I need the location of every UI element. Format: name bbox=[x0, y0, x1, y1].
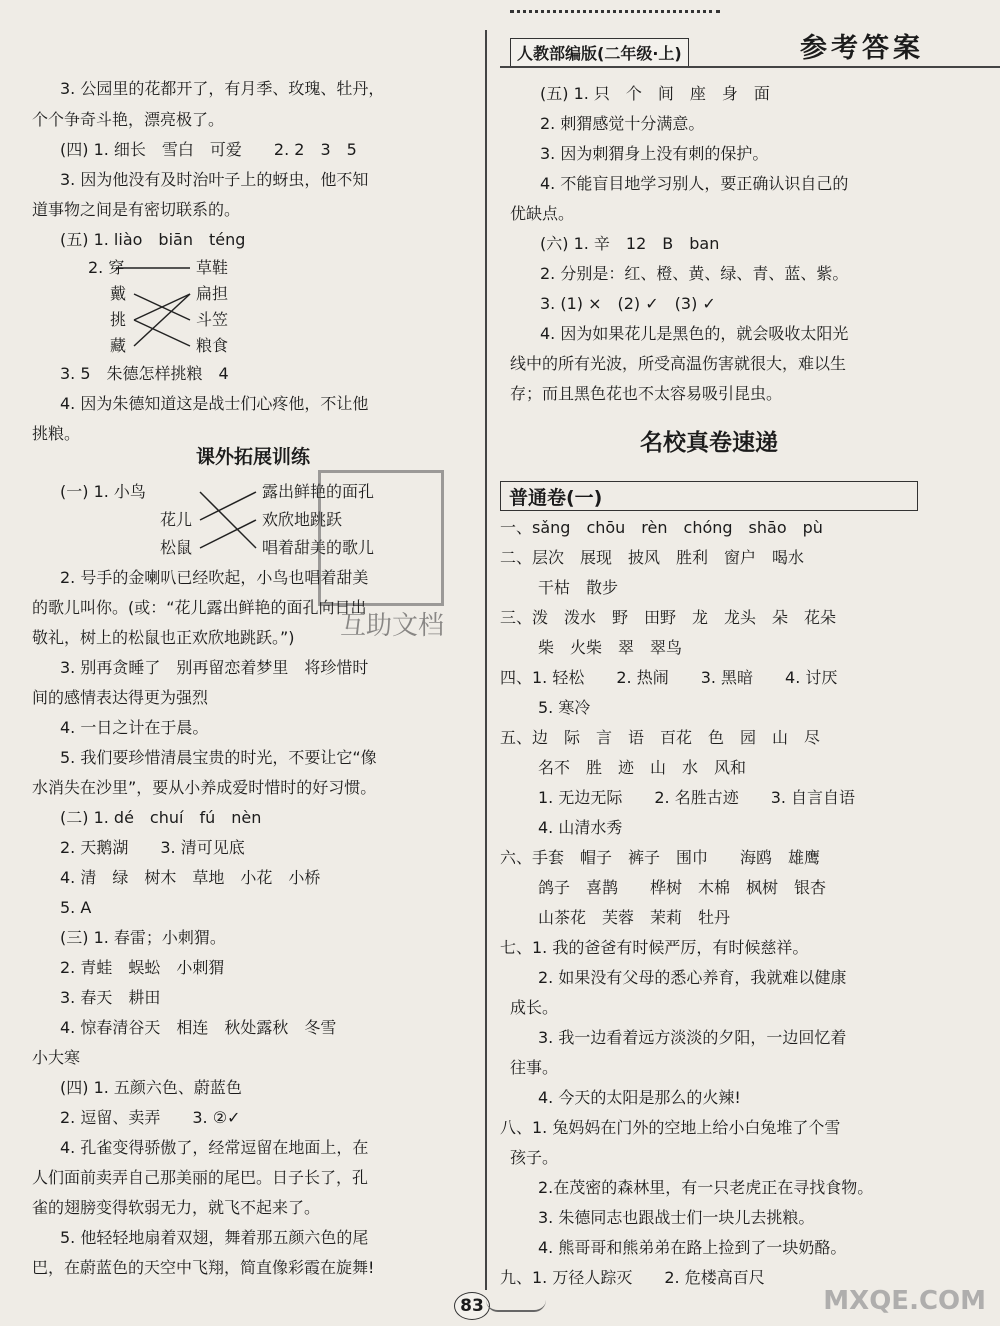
left-line: 个个争奇斗艳，漂亮极了。 bbox=[32, 110, 225, 129]
left-line: 5. 他轻轻地扇着双翅，舞着那五颜六色的尾 bbox=[60, 1228, 369, 1247]
watermark: MXQE.COM bbox=[823, 1286, 986, 1316]
left-line: 3. 5 朱德怎样挑粮 4 bbox=[60, 364, 229, 383]
exam-line: 名不 胜 迹 山 水 风和 bbox=[538, 758, 747, 777]
left-line: 3. 公园里的花都开了，有月季、玫瑰、牡丹， bbox=[60, 79, 385, 98]
left-line: (四) 1. 细长 雪白 可爱 2. 2 3 5 bbox=[60, 140, 357, 159]
exam-line: 2.在茂密的森林里，有一只老虎正在寻找食物。 bbox=[538, 1178, 874, 1197]
right-line: (六) 1. 辛 12 B ban bbox=[540, 234, 720, 253]
match-right-item: 唱着甜美的歌儿 bbox=[262, 538, 375, 557]
exam-line: 成长。 bbox=[510, 998, 559, 1017]
exam-line: 2. 如果没有父母的悉心养育，我就难以健康 bbox=[538, 968, 847, 987]
left-line: (四) 1. 五颜六色、蔚蓝色 bbox=[60, 1078, 242, 1097]
exam-line: 孩子。 bbox=[510, 1148, 559, 1167]
exam-line: 5. 寒冷 bbox=[538, 698, 591, 717]
left-line: 巴，在蔚蓝色的天空中飞翔，简直像彩霞在旋舞! bbox=[32, 1258, 375, 1277]
match-right-item: 欢欣地跳跃 bbox=[262, 510, 343, 529]
match-right-item: 斗笠 bbox=[196, 310, 229, 329]
right-line: (五) 1. 只 个 间 座 身 面 bbox=[540, 84, 770, 103]
left-line: 人们面前卖弄自己那美丽的尾巴。日子长了，孔 bbox=[32, 1168, 369, 1187]
match-left-item: 戴 bbox=[110, 284, 127, 303]
exam-line: 山茶花 芙蓉 茉莉 牡丹 bbox=[538, 908, 731, 927]
left-line: 挑粮。 bbox=[32, 424, 81, 443]
stamp-text: 互助文档 bbox=[340, 611, 445, 641]
header-title: 参考答案 bbox=[800, 33, 924, 64]
left-line: 3. 春天 耕田 bbox=[60, 988, 161, 1007]
match-right-item: 草鞋 bbox=[196, 258, 229, 277]
left-line: 的歌儿叫你。(或：“花儿露出鲜艳的面孔向日出 bbox=[32, 598, 367, 617]
left-line: 4. 孔雀变得骄傲了，经常逗留在地面上，在 bbox=[60, 1138, 369, 1157]
left-line: 敬礼，树上的松鼠也正欢欣地跳跃。”) bbox=[32, 628, 295, 647]
left-line: 3. 因为他没有及时治叶子上的蚜虫，他不知 bbox=[60, 170, 369, 189]
right-line: 存；而且黑色花也不太容易吸引昆虫。 bbox=[510, 384, 783, 403]
left-line: (二) 1. dé chuí fú nèn bbox=[60, 808, 262, 827]
match-right-item: 露出鲜艳的面孔 bbox=[262, 482, 375, 501]
left-line: 2. 号手的金喇叭已经吹起，小鸟也唱着甜美 bbox=[60, 568, 369, 587]
exam-line: 柴 火柴 翠 翠鸟 bbox=[538, 638, 683, 657]
left-line: 间的感情表达得更为强烈 bbox=[32, 688, 209, 707]
right-line: 线中的所有光波，所受高温伤害就很大，难以生 bbox=[510, 354, 847, 373]
exam-line: 五、边 际 言 语 百花 色 园 山 尽 bbox=[500, 728, 821, 747]
section-title: 课外拓展训练 bbox=[196, 446, 311, 468]
exam-section-title: 名校真卷速递 bbox=[640, 430, 778, 456]
exam-line: 干枯 散步 bbox=[538, 578, 619, 597]
match-left-item: 花儿 bbox=[160, 510, 193, 529]
exam-line: 4. 熊哥哥和熊弟弟在路上捡到了一块奶酪。 bbox=[538, 1238, 847, 1257]
match-left-item: 2. 穿 bbox=[88, 258, 125, 277]
match-right-item: 粮食 bbox=[196, 336, 229, 355]
exam-line: 九、1. 万径人踪灭 2. 危楼高百尺 bbox=[500, 1268, 765, 1287]
exam-line: 六、手套 帽子 裤子 围巾 海鸥 雄鹰 bbox=[500, 848, 821, 867]
left-line: 2. 天鹅湖 3. 清可见底 bbox=[60, 838, 245, 857]
left-line: 水消失在沙里”，要从小养成爱时惜时的好习惯。 bbox=[32, 778, 377, 797]
right-line: 3. (1) × (2) ✓ (3) ✓ bbox=[540, 294, 716, 313]
left-line: 2. 逗留、卖弄 3. ②✓ bbox=[60, 1108, 241, 1127]
left-line: 4. 因为朱德知道这是战士们心疼他，不让他 bbox=[60, 394, 369, 413]
right-line: 4. 因为如果花儿是黑色的，就会吸收太阳光 bbox=[540, 324, 849, 343]
left-line: 雀的翅膀变得软弱无力，就飞不起来了。 bbox=[32, 1198, 321, 1217]
match-left-item: 藏 bbox=[110, 336, 127, 355]
left-line: 道事物之间是有密切联系的。 bbox=[32, 200, 241, 219]
right-line: 4. 不能盲目地学习别人，要正确认识自己的 bbox=[540, 174, 849, 193]
right-line: 2. 分别是：红、橙、黄、绿、青、蓝、紫。 bbox=[540, 264, 849, 283]
left-line: (一) 1. 小鸟 bbox=[60, 482, 146, 501]
exam-line: 4. 今天的太阳是那么的火辣! bbox=[538, 1088, 741, 1107]
left-line: (三) 1. 春雷；小刺猬。 bbox=[60, 928, 226, 947]
left-line: 4. 惊春清谷天 相连 秋处露秋 冬雪 bbox=[60, 1018, 337, 1037]
left-line: 5. A bbox=[60, 898, 92, 917]
match-left-item: 松鼠 bbox=[160, 538, 193, 557]
left-line: 3. 别再贪睡了 别再留恋着梦里 将珍惜时 bbox=[60, 658, 369, 677]
left-line: 5. 我们要珍惜清晨宝贵的时光，不要让它“像 bbox=[60, 748, 377, 767]
left-line: (五) 1. liào biān téng bbox=[60, 230, 246, 249]
exam-line: 四、1. 轻松 2. 热闹 3. 黑暗 4. 讨厌 bbox=[500, 668, 838, 687]
exam-line: 三、泼 泼水 野 田野 龙 龙头 朵 花朵 bbox=[500, 608, 837, 627]
page-number-swoosh bbox=[486, 1300, 546, 1312]
right-line: 优缺点。 bbox=[510, 204, 575, 223]
header-series-label: 人教部编版(二年级·上) bbox=[510, 38, 689, 67]
left-line: 2. 青蛙 蜈蚣 小刺猬 bbox=[60, 958, 225, 977]
page-number: 83 bbox=[454, 1292, 490, 1320]
exam-line: 七、1. 我的爸爸有时候严厉，有时候慈祥。 bbox=[500, 938, 809, 957]
exam-box-text: 普通卷(一) bbox=[509, 487, 603, 509]
left-line: 4. 一日之计在于晨。 bbox=[60, 718, 209, 737]
exam-line: 3. 朱德同志也跟战士们一块儿去挑粮。 bbox=[538, 1208, 815, 1227]
left-line: 4. 清 绿 树木 草地 小花 小桥 bbox=[60, 868, 321, 887]
exam-line: 1. 无边无际 2. 名胜古迹 3. 自言自语 bbox=[538, 788, 856, 807]
exam-line: 鸽子 喜鹊 桦树 木棉 枫树 银杏 bbox=[538, 878, 827, 897]
exam-line: 往事。 bbox=[510, 1058, 559, 1077]
exam-line: 4. 山清水秀 bbox=[538, 818, 623, 837]
match-left-item: 挑 bbox=[110, 310, 127, 329]
left-line: 小大寒 bbox=[32, 1048, 81, 1067]
exam-line: 二、层次 展现 披风 胜利 窗户 喝水 bbox=[500, 548, 805, 567]
exam-line: 一、sǎng chōu rèn chóng shāo pù bbox=[500, 518, 823, 537]
right-line: 2. 刺猬感觉十分满意。 bbox=[540, 114, 705, 133]
right-line: 3. 因为刺猬身上没有刺的保护。 bbox=[540, 144, 769, 163]
exam-box-label bbox=[500, 481, 918, 511]
match-right-item: 扁担 bbox=[196, 284, 229, 303]
exam-line: 八、1. 兔妈妈在门外的空地上给小白兔堆了个雪 bbox=[500, 1118, 841, 1137]
exam-line: 3. 我一边看着远方淡淡的夕阳，一边回忆着 bbox=[538, 1028, 847, 1047]
